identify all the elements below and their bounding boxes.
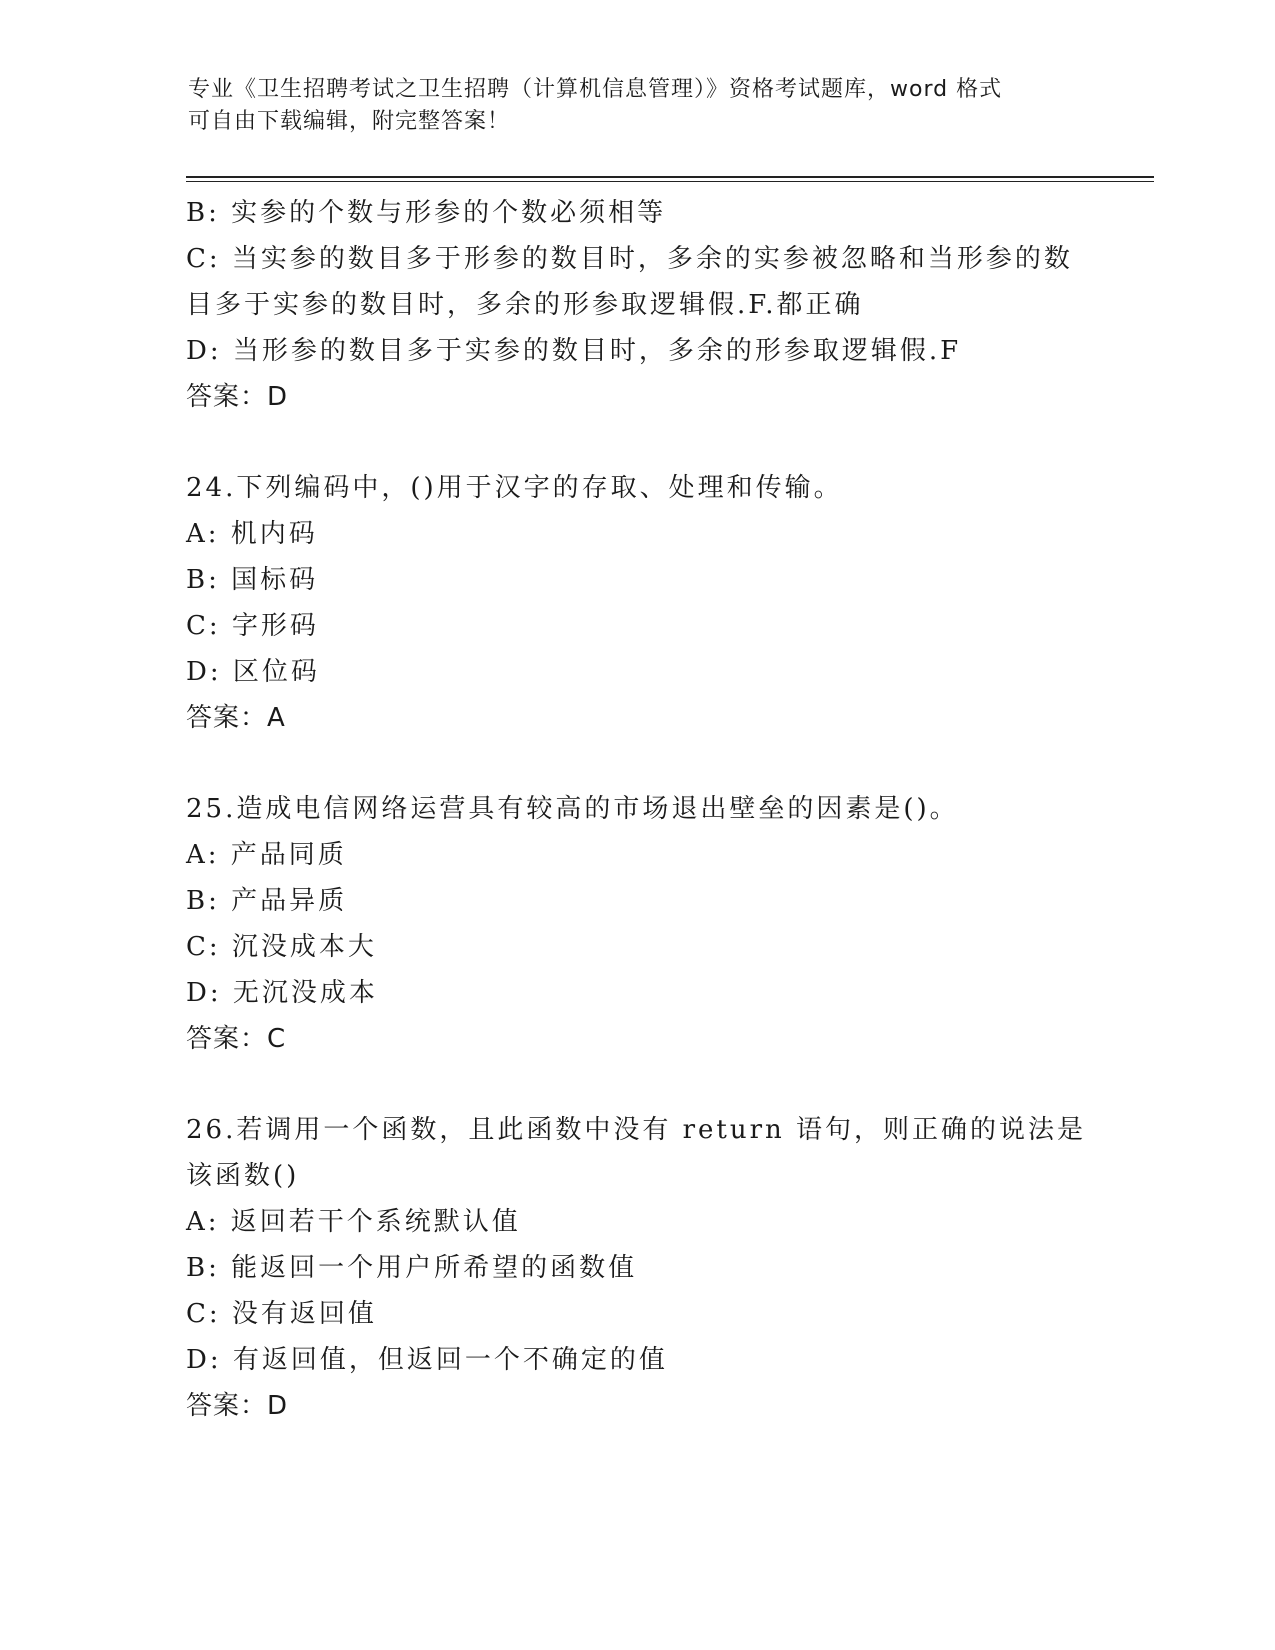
- question-block-25: [186, 786, 1086, 1062]
- option-c: C: 沉没成本大: [186, 932, 377, 962]
- question-block-continued: [186, 190, 1086, 420]
- option-b: B: 能返回一个用户所希望的函数值: [186, 1253, 638, 1283]
- option-c: C: 字形码: [186, 611, 319, 641]
- question-block-26: [186, 1107, 1086, 1429]
- option-d: D: 有返回值，但返回一个不确定的值: [186, 1345, 668, 1375]
- document-header: [188, 74, 1088, 138]
- answer-line: 答案：D: [186, 382, 289, 412]
- question-stem-continued: 该函数(): [186, 1161, 300, 1191]
- option-b: B: 国标码: [186, 565, 319, 595]
- option-a: A: 产品同质: [186, 840, 347, 870]
- option-b: B: 实参的个数与形参的个数必须相等: [186, 198, 667, 228]
- question-stem: 25.造成电信网络运营具有较高的市场退出壁垒的因素是()。: [186, 794, 959, 824]
- option-c-continued: 目多于实参的数目时，多余的形参取逻辑假.F.都正确: [186, 290, 864, 320]
- answer-line: 答案：C: [186, 1024, 287, 1054]
- option-a: A: 机内码: [186, 519, 318, 549]
- header-divider-thin: [186, 181, 1154, 182]
- option-b: B: 产品异质: [186, 886, 348, 916]
- option-d: D: 当形参的数目多于实参的数目时，多余的形参取逻辑假.F: [186, 336, 962, 366]
- question-stem: 26.若调用一个函数，且此函数中没有 return 语句，则正确的说法是: [186, 1115, 1087, 1145]
- question-stem: 24.下列编码中，()用于汉字的存取、处理和传输。: [186, 473, 843, 503]
- option-c: C: 没有返回值: [186, 1299, 377, 1329]
- option-d: D: 无沉没成本: [186, 978, 378, 1008]
- header-title-line-2: 可自由下载编辑，附完整答案！: [188, 109, 511, 134]
- option-d: D: 区位码: [186, 657, 320, 687]
- header-divider-thick: [186, 176, 1154, 178]
- question-block-24: [186, 465, 1086, 741]
- header-title-line-1: 专业《卫生招聘考试之卫生招聘（计算机信息管理）》资格考试题库，word 格式: [188, 77, 1003, 102]
- answer-line: 答案：D: [186, 1391, 289, 1421]
- answer-line: 答案：A: [186, 703, 286, 733]
- option-a: A: 返回若干个系统默认值: [186, 1207, 521, 1237]
- question-list: [186, 190, 1086, 1429]
- option-c: C: 当实参的数目多于形参的数目时，多余的实参被忽略和当形参的数: [186, 244, 1073, 274]
